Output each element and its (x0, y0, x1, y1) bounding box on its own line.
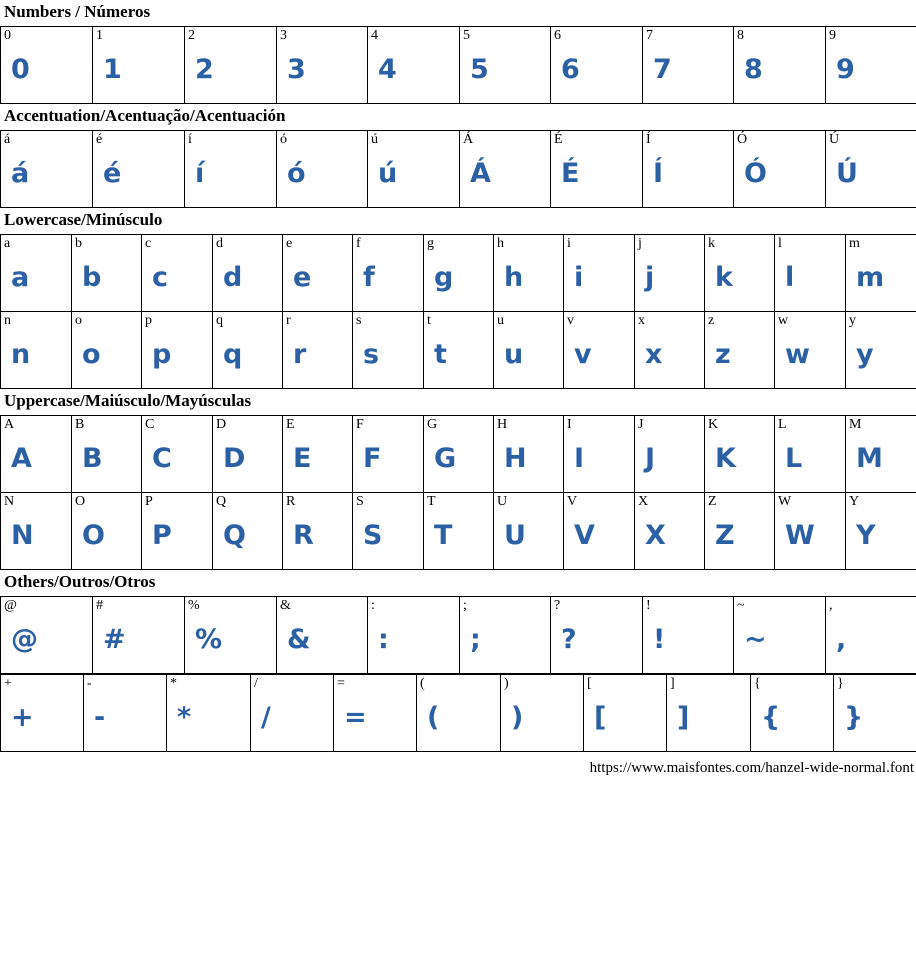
glyph-sample: ( (427, 702, 441, 733)
glyph-cell (277, 597, 368, 674)
table-row (1, 131, 916, 208)
glyph-sample: F (363, 443, 383, 474)
glyph-table-accentuation (0, 130, 916, 208)
glyph-sample: j (645, 262, 656, 293)
glyph-label: 8 (737, 28, 744, 43)
glyph-label: 4 (371, 28, 378, 43)
glyph-label: Z (708, 494, 717, 509)
glyph-sample: = (344, 702, 368, 733)
glyph-label: C (145, 417, 155, 432)
glyph-label: S (356, 494, 364, 509)
glyph-sample: h (504, 262, 525, 293)
glyph-cell (826, 27, 916, 104)
glyph-sample: b (82, 262, 103, 293)
glyph-sample: G (434, 443, 458, 474)
glyph-sample: É (561, 158, 581, 189)
glyph-cell (213, 235, 283, 312)
glyph-label: D (216, 417, 227, 432)
glyph-label: i (567, 236, 571, 251)
glyph-sample: I (574, 443, 586, 474)
glyph-label: j (638, 236, 642, 251)
glyph-sample: - (94, 702, 107, 733)
glyph-cell (277, 131, 368, 208)
section-title-others: Others/Outros/Otros (4, 572, 156, 591)
glyph-label: É (554, 132, 563, 147)
glyph-sample: e (293, 262, 313, 293)
glyph-sample: T (434, 520, 454, 551)
glyph-label: v (567, 313, 574, 328)
glyph-label: + (4, 676, 12, 691)
glyph-cell (564, 235, 635, 312)
glyph-cell (564, 416, 635, 493)
glyph-label: b (75, 236, 82, 251)
glyph-table-lowercase (0, 234, 916, 389)
glyph-cell (643, 27, 734, 104)
glyph-sample: Ú (836, 158, 859, 189)
glyph-cell (494, 235, 564, 312)
glyph-sample: { (761, 702, 782, 733)
glyph-sample: ? (561, 624, 578, 655)
glyph-label: l (778, 236, 782, 251)
glyph-sample: t (434, 339, 448, 370)
glyph-label: g (427, 236, 434, 251)
table-row (1, 312, 916, 389)
glyph-label: { (754, 676, 761, 691)
glyph-cell (353, 493, 424, 570)
glyph-cell (251, 675, 334, 752)
glyph-cell (368, 131, 460, 208)
glyph-cell (775, 416, 846, 493)
glyph-cell (353, 416, 424, 493)
glyph-cell (1, 597, 93, 674)
glyph-sample: V (574, 520, 596, 551)
glyph-cell (213, 493, 283, 570)
glyph-label: Ó (737, 132, 748, 147)
glyph-sample: y (856, 339, 875, 370)
glyph-cell (834, 675, 916, 752)
glyph-cell (424, 416, 494, 493)
glyph-cell (494, 493, 564, 570)
glyph-sample: k (715, 262, 734, 293)
glyph-sample: 4 (378, 54, 398, 85)
glyph-label: 1 (96, 28, 103, 43)
glyph-label: J (638, 417, 644, 432)
glyph-sample: 6 (561, 54, 581, 85)
glyph-label: E (286, 417, 295, 432)
glyph-label: f (356, 236, 361, 251)
glyph-sample: S (363, 520, 384, 551)
section-title-numbers: Numbers / Números (4, 2, 151, 21)
glyph-label: n (4, 313, 11, 328)
glyph-label: = (337, 676, 345, 691)
glyph-cell (72, 416, 142, 493)
glyph-label: d (216, 236, 223, 251)
glyph-sample: q (223, 339, 244, 370)
glyph-label: F (356, 417, 364, 432)
glyph-label: 3 (280, 28, 287, 43)
glyph-label: I (567, 417, 572, 432)
glyph-sample: x (645, 339, 664, 370)
glyph-cell (283, 416, 353, 493)
section-title-lowercase: Lowercase/Minúsculo (4, 210, 163, 229)
glyph-sample: o (82, 339, 102, 370)
glyph-cell (460, 131, 551, 208)
glyph-sample: 1 (103, 54, 123, 85)
glyph-label: , (829, 598, 833, 613)
glyph-cell (826, 597, 916, 674)
glyph-sample: u (504, 339, 525, 370)
glyph-sample: z (715, 339, 732, 370)
glyph-sample: ó (287, 158, 307, 189)
glyph-label: k (708, 236, 715, 251)
glyph-label: : (371, 598, 375, 613)
glyph-label: Q (216, 494, 227, 509)
glyph-cell (551, 131, 643, 208)
glyph-cell (84, 675, 167, 752)
glyph-label: a (4, 236, 11, 251)
glyph-label: q (216, 313, 223, 328)
glyph-label: p (145, 313, 152, 328)
glyph-label: U (497, 494, 508, 509)
glyph-cell (551, 597, 643, 674)
glyph-label: % (188, 598, 200, 613)
glyph-sample: A (11, 443, 33, 474)
glyph-cell (72, 235, 142, 312)
glyph-cell (734, 27, 826, 104)
glyph-cell (635, 312, 705, 389)
glyph-cell (705, 235, 775, 312)
glyph-sample: H (504, 443, 528, 474)
glyph-sample: R (293, 520, 315, 551)
glyph-cell (93, 131, 185, 208)
glyph-label: ó (280, 132, 287, 147)
glyph-cell (167, 675, 251, 752)
glyph-cell (460, 597, 551, 674)
glyph-cell (501, 675, 584, 752)
glyph-label: * (170, 676, 177, 691)
table-row (1, 493, 916, 570)
glyph-cell (93, 597, 185, 674)
glyph-sample: / (261, 702, 272, 733)
glyph-sample: w (785, 339, 811, 370)
glyph-cell (1, 131, 93, 208)
glyph-label: 5 (463, 28, 470, 43)
glyph-sample: p (152, 339, 173, 370)
glyph-cell (368, 597, 460, 674)
glyph-cell (494, 312, 564, 389)
glyph-sample: d (223, 262, 244, 293)
glyph-sample: } (844, 702, 865, 733)
glyph-label: o (75, 313, 82, 328)
glyph-label: h (497, 236, 504, 251)
glyph-cell (551, 27, 643, 104)
glyph-sample: g (434, 262, 455, 293)
glyph-sample: ! (653, 624, 667, 655)
glyph-label: Y (849, 494, 860, 509)
glyph-label: K (708, 417, 719, 432)
glyph-label: z (708, 313, 715, 328)
glyph-label: # (96, 598, 103, 613)
glyph-sample: @ (11, 624, 39, 655)
glyph-sample: l (785, 262, 796, 293)
glyph-cell (584, 675, 667, 752)
glyph-label: á (4, 132, 11, 147)
glyph-sample: E (293, 443, 313, 474)
glyph-table-others-row1 (0, 596, 916, 674)
glyph-sample: Z (715, 520, 736, 551)
glyph-cell (564, 493, 635, 570)
glyph-label: X (638, 494, 649, 509)
glyph-label: P (145, 494, 153, 509)
glyph-label: t (427, 313, 431, 328)
glyph-sample: D (223, 443, 247, 474)
glyph-cell (775, 493, 846, 570)
glyph-cell (667, 675, 751, 752)
glyph-sample: í (195, 158, 206, 189)
glyph-cell (1, 493, 72, 570)
glyph-cell (72, 312, 142, 389)
glyph-label: 7 (646, 28, 653, 43)
glyph-cell (142, 312, 213, 389)
glyph-label: s (356, 313, 362, 328)
glyph-label: 0 (4, 28, 11, 43)
glyph-sample: M (856, 443, 884, 474)
glyph-cell (1, 675, 84, 752)
glyph-cell (185, 131, 277, 208)
glyph-cell (846, 493, 916, 570)
glyph-cell (368, 27, 460, 104)
glyph-label: ? (554, 598, 561, 613)
glyph-sample: r (293, 339, 308, 370)
glyph-sample: n (11, 339, 32, 370)
glyph-label: 2 (188, 28, 195, 43)
glyph-label: é (96, 132, 103, 147)
glyph-sample: U (504, 520, 527, 551)
glyph-cell (142, 416, 213, 493)
glyph-sample: W (785, 520, 816, 551)
glyph-cell (213, 416, 283, 493)
glyph-cell (460, 27, 551, 104)
glyph-label: ] (670, 676, 675, 691)
glyph-cell (142, 235, 213, 312)
glyph-sample: 7 (653, 54, 673, 85)
glyph-cell (277, 27, 368, 104)
glyph-table-others-row2 (0, 674, 916, 752)
glyph-cell (185, 27, 277, 104)
glyph-cell (334, 675, 417, 752)
glyph-sample: * (177, 702, 193, 733)
glyph-sample: s (363, 339, 381, 370)
glyph-sample: á (11, 158, 31, 189)
glyph-label: Ú (829, 132, 840, 147)
glyph-table-numbers (0, 26, 916, 104)
glyph-sample: 9 (836, 54, 856, 85)
glyph-sample: B (82, 443, 104, 474)
glyph-cell (705, 312, 775, 389)
glyph-label: w (778, 313, 789, 328)
glyph-sample: ~ (744, 624, 768, 655)
glyph-label: G (427, 417, 438, 432)
glyph-cell (1, 235, 72, 312)
glyph-cell (734, 597, 826, 674)
glyph-cell (846, 312, 916, 389)
glyph-sample: % (195, 624, 224, 655)
glyph-cell (734, 131, 826, 208)
glyph-cell (846, 235, 916, 312)
glyph-label: R (286, 494, 296, 509)
glyph-cell (185, 597, 277, 674)
glyph-sample: Ó (744, 158, 768, 189)
glyph-label: Á (463, 132, 474, 147)
glyph-label: N (4, 494, 15, 509)
glyph-sample: c (152, 262, 170, 293)
glyph-sample: N (11, 520, 35, 551)
glyph-cell (826, 131, 916, 208)
glyph-label: Í (646, 132, 651, 147)
glyph-label: í (188, 132, 192, 147)
glyph-cell (142, 493, 213, 570)
glyph-sample: + (11, 702, 35, 733)
glyph-label: A (4, 417, 15, 432)
glyph-cell (93, 27, 185, 104)
glyph-label: r (286, 313, 291, 328)
glyph-sample: J (645, 443, 657, 474)
glyph-cell (353, 312, 424, 389)
table-row (1, 27, 916, 104)
glyph-label: e (286, 236, 293, 251)
glyph-label: u (497, 313, 504, 328)
glyph-cell (424, 312, 494, 389)
glyph-cell (635, 235, 705, 312)
glyph-sample: O (82, 520, 106, 551)
glyph-label: ú (371, 132, 378, 147)
table-row (1, 597, 916, 674)
glyph-label: y (849, 313, 856, 328)
glyph-label: B (75, 417, 85, 432)
glyph-sample: Q (223, 520, 247, 551)
glyph-sample: ] (677, 702, 691, 733)
glyph-cell (705, 416, 775, 493)
glyph-sample: Í (653, 158, 665, 189)
section-title-accentuation: Accentuation/Acentuação/Acentuación (4, 106, 286, 125)
glyph-sample: f (363, 262, 376, 293)
glyph-sample: m (856, 262, 886, 293)
glyph-label: M (849, 417, 862, 432)
glyph-label: ~ (737, 598, 745, 613)
glyph-sample: : (378, 624, 390, 655)
glyph-cell (213, 312, 283, 389)
glyph-table-uppercase (0, 415, 916, 570)
glyph-sample: é (103, 158, 123, 189)
glyph-label: & (280, 598, 291, 613)
glyph-label: @ (4, 598, 17, 613)
glyph-cell (283, 493, 353, 570)
glyph-sample: 3 (287, 54, 307, 85)
source-url[interactable]: https://www.maisfontes.com/hanzel-wide-normal.font (589, 760, 914, 776)
glyph-sample: v (574, 339, 593, 370)
glyph-cell (1, 312, 72, 389)
glyph-sample: & (287, 624, 312, 655)
glyph-sample: 2 (195, 54, 215, 85)
glyph-sample: [ (594, 702, 608, 733)
glyph-label: / (254, 676, 258, 691)
glyph-label: L (778, 417, 787, 432)
glyph-sample: Á (470, 158, 492, 189)
glyph-cell (643, 597, 734, 674)
glyph-label: 6 (554, 28, 561, 43)
glyph-cell (564, 312, 635, 389)
glyph-cell (846, 416, 916, 493)
glyph-label: [ (587, 676, 592, 691)
glyph-sample: # (103, 624, 127, 655)
glyph-cell (635, 416, 705, 493)
glyph-sample: C (152, 443, 173, 474)
table-row (1, 675, 916, 752)
glyph-sample: L (785, 443, 804, 474)
glyph-label: V (567, 494, 578, 509)
glyph-sample: P (152, 520, 173, 551)
glyph-cell (283, 312, 353, 389)
glyph-sample: 5 (470, 54, 490, 85)
glyph-label: ) (504, 676, 509, 691)
glyph-label: c (145, 236, 152, 251)
glyph-sample: a (11, 262, 31, 293)
glyph-label: x (638, 313, 645, 328)
glyph-sample: X (645, 520, 667, 551)
glyph-cell (353, 235, 424, 312)
glyph-cell (424, 235, 494, 312)
glyph-sample: ú (378, 158, 399, 189)
glyph-cell (1, 416, 72, 493)
glyph-sample: i (574, 262, 585, 293)
glyph-sample: 8 (744, 54, 764, 85)
glyph-label: - (87, 676, 92, 691)
glyph-cell (705, 493, 775, 570)
glyph-label: H (497, 417, 508, 432)
glyph-sample: , (836, 624, 848, 655)
glyph-cell (751, 675, 834, 752)
glyph-label: T (427, 494, 436, 509)
glyph-cell (283, 235, 353, 312)
table-row (1, 235, 916, 312)
glyph-cell (635, 493, 705, 570)
glyph-cell (494, 416, 564, 493)
glyph-cell (643, 131, 734, 208)
glyph-label: ! (646, 598, 651, 613)
glyph-cell (72, 493, 142, 570)
glyph-sample: Y (856, 520, 877, 551)
glyph-label: } (837, 676, 844, 691)
glyph-cell (1, 27, 93, 104)
glyph-sample: ) (511, 702, 525, 733)
glyph-label: W (778, 494, 792, 509)
section-title-uppercase: Uppercase/Maiúsculo/Mayúsculas (4, 391, 252, 410)
glyph-cell (417, 675, 501, 752)
glyph-sample: ; (470, 624, 482, 655)
glyph-cell (775, 312, 846, 389)
glyph-cell (775, 235, 846, 312)
glyph-cell (424, 493, 494, 570)
glyph-label: ( (420, 676, 425, 691)
glyph-sample: 0 (11, 54, 31, 85)
glyph-label: O (75, 494, 86, 509)
glyph-label: ; (463, 598, 467, 613)
table-row (1, 416, 916, 493)
glyph-label: m (849, 236, 860, 251)
glyph-label: 9 (829, 28, 836, 43)
glyph-sample: K (715, 443, 737, 474)
